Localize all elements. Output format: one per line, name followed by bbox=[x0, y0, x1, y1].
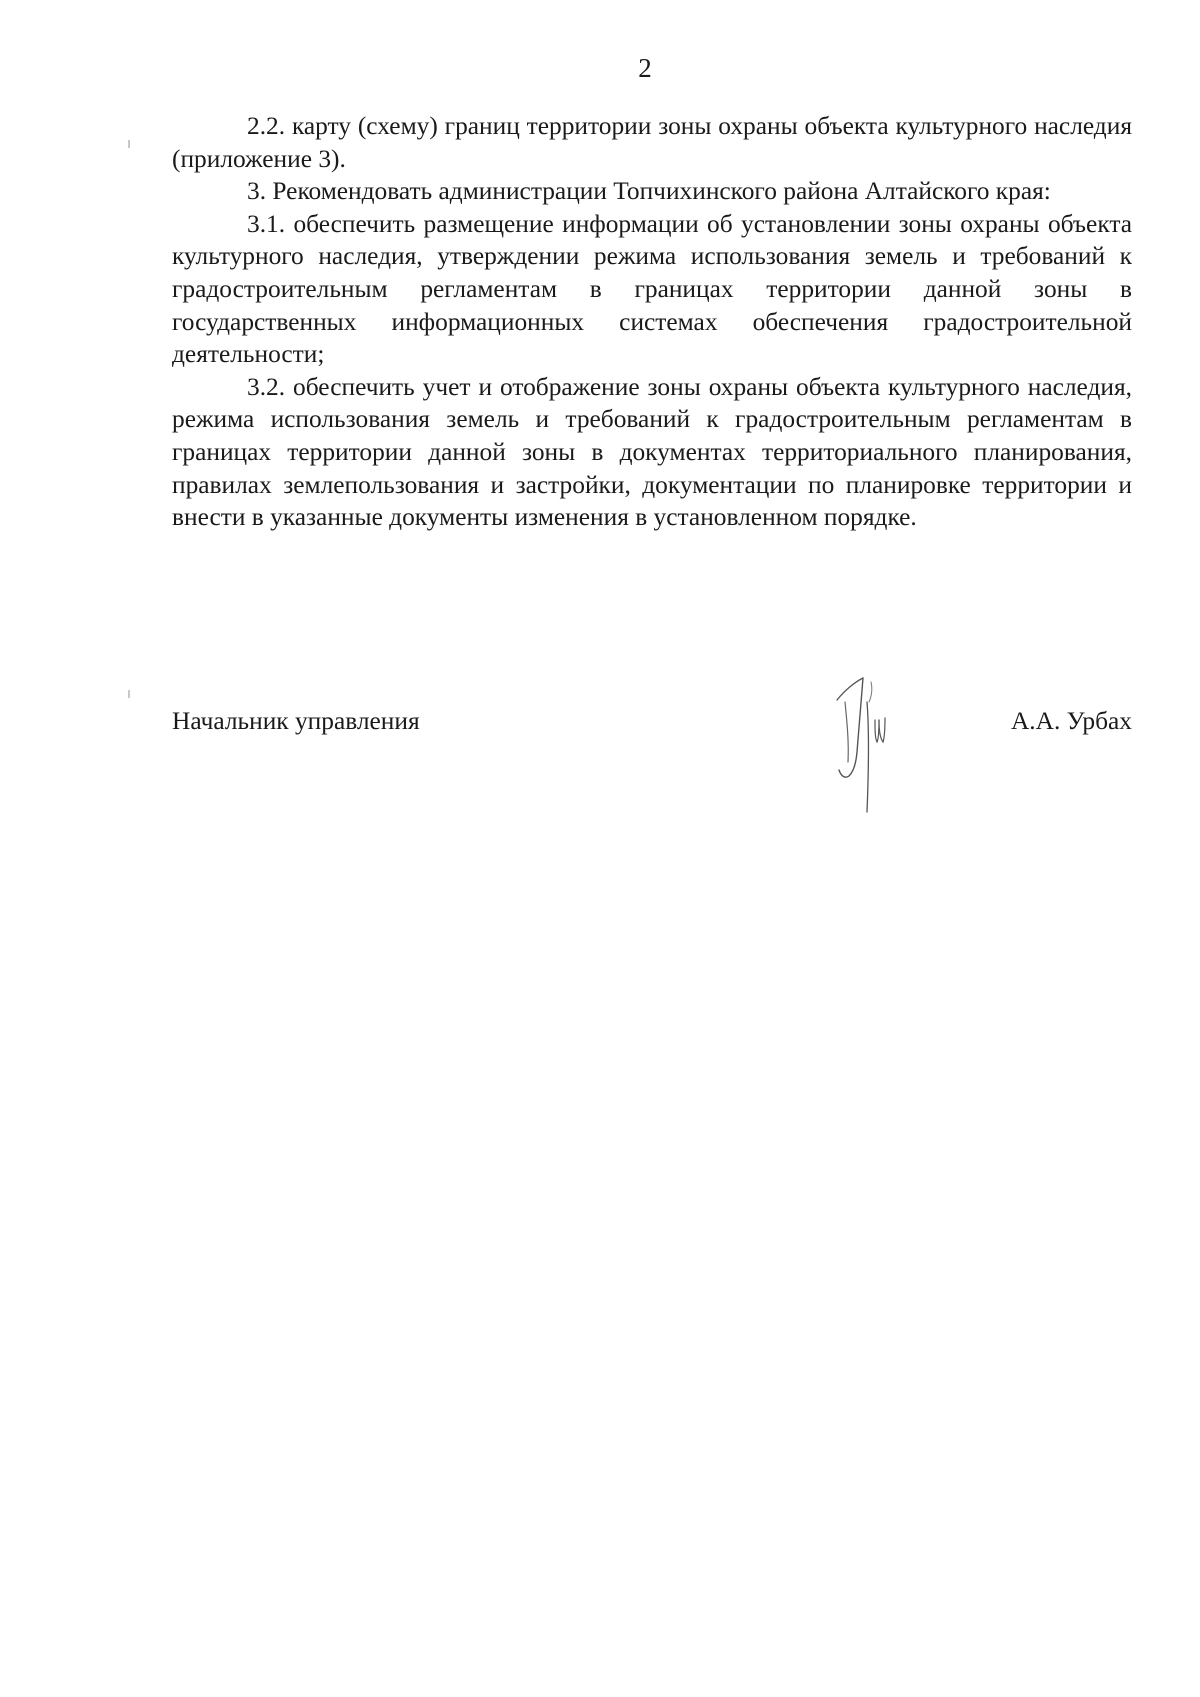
scan-margin-mark bbox=[128, 140, 130, 148]
paragraph-3-1: 3.1. обеспечить размещение информации об установлении зоны охраны объекта культурного наследия, утверждении режима использования земель и требований к градостроительным регламентам в границах территории данной зоны в государственных информационных системах обеспечения градостроительной деятельности; bbox=[172, 209, 1132, 369]
document-body bbox=[172, 110, 1132, 534]
signer-name: А.А. Урбах bbox=[1010, 707, 1132, 735]
handwritten-signature bbox=[815, 672, 915, 822]
paragraph-3-2: 3.2. обеспечить учет и отображение зоны охраны объекта культурного наследия, режима использования земель и требований к градостроительным регламентам в границах территории данной зоны в документах территориального планирования, правилах землепользования и застройки, документации по планировке территории и внести в указанные документы изменения в установленном порядке. bbox=[172, 372, 1132, 532]
paragraph-3: 3. Рекомендовать администрации Топчихинского района Алтайского края: bbox=[247, 177, 1051, 206]
signature-block bbox=[172, 705, 1132, 745]
page-number: 2 bbox=[638, 53, 652, 83]
paragraph-2-2: 2.2. карту (схему) границ территории зоны охраны объекта культурного наследия (приложение 3). bbox=[172, 112, 1132, 173]
signer-title: Начальник управления bbox=[172, 707, 420, 735]
scan-margin-mark bbox=[128, 690, 130, 698]
